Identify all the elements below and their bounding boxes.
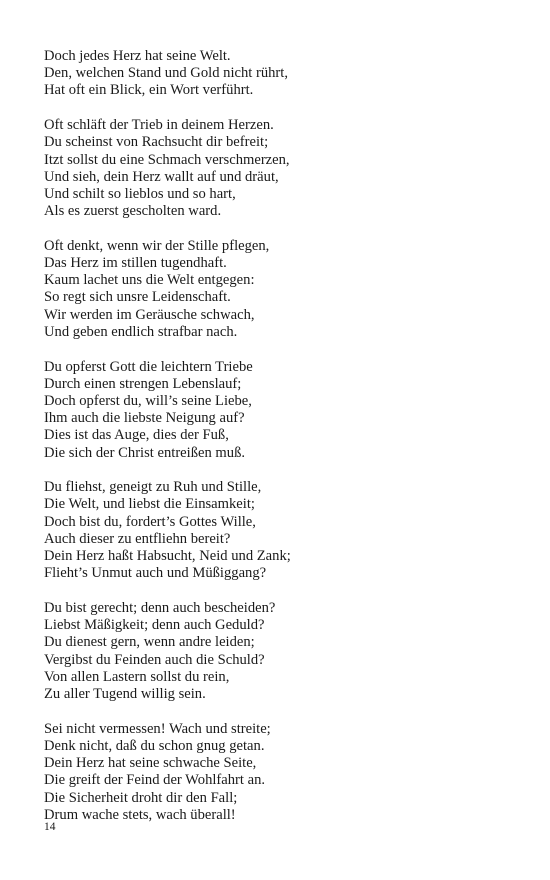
poem-line: Dies ist das Auge, dies der Fuß,	[44, 427, 229, 444]
poem-line: Flieht’s Unmut auch und Müßiggang?	[44, 565, 267, 582]
poem-line: Du opferst Gott die leichtern Triebe	[44, 358, 253, 375]
poem-line: Das Herz im stillen tugendhaft.	[44, 255, 227, 272]
poem-line: Oft denkt, wenn wir der Stille pflegen,	[44, 237, 270, 254]
poem-line: Itzt sollst du eine Schmach verschmerzen,	[44, 151, 290, 168]
poem-line: Von allen Lastern sollst du rein,	[44, 668, 230, 685]
poem-line: Dein Herz haßt Habsucht, Neid und Zank;	[44, 548, 291, 565]
poem-line: Drum wache stets, wach überall!	[44, 806, 236, 823]
stanza	[44, 721, 514, 824]
poem-line: Du bist gerecht; denn auch bescheiden?	[44, 599, 276, 616]
poem-line: Doch bist du, fordert’s Gottes Wille,	[44, 513, 256, 530]
poem-line: Vergibst du Feinden auch die Schuld?	[44, 651, 265, 668]
poem-line: Die sich der Christ entreißen muß.	[44, 444, 246, 461]
stanza	[44, 117, 514, 220]
poem-line: Du scheinst von Rachsucht dir befreit;	[44, 134, 269, 151]
poem-line: Den, welchen Stand und Gold nicht rührt,	[44, 65, 288, 82]
poem-text	[44, 48, 514, 841]
poem-line: Kaum lachet uns die Welt entgegen:	[44, 272, 255, 289]
poem-line: Du dienest gern, wenn andre leiden;	[44, 634, 255, 651]
poem-line: So regt sich unsre Leidenschaft.	[44, 289, 231, 306]
poem-line: Liebst Mäßigkeit; denn auch Geduld?	[44, 617, 265, 634]
page-number: 14	[44, 821, 56, 833]
poem-line: Denk nicht, daß du schon gnug getan.	[44, 737, 265, 754]
stanza	[44, 238, 514, 341]
stanza	[44, 48, 514, 100]
poem-line: Hat oft ein Blick, ein Wort verführt.	[44, 82, 254, 99]
poem-line: Durch einen strengen Lebenslauf;	[44, 375, 242, 392]
poem-line: Als es zuerst gescholten ward.	[44, 203, 222, 220]
poem-line: Doch jedes Herz hat seine Welt.	[44, 48, 231, 64]
poem-line: Auch dieser zu entfliehn bereit?	[44, 530, 231, 547]
stanza	[44, 479, 514, 582]
poem-line: Ihm auch die liebste Neigung auf?	[44, 410, 245, 427]
poem-line: Zu aller Tugend willig sein.	[44, 686, 206, 702]
poem-line: Die Welt, und liebst die Einsamkeit;	[44, 496, 255, 513]
stanza	[44, 359, 514, 462]
poem-line: Doch opferst du, will’s seine Liebe,	[44, 392, 252, 409]
poem-line: Die Sicherheit droht dir den Fall;	[44, 789, 238, 806]
poem-line: Oft schläft der Trieb in deinem Herzen.	[44, 117, 274, 134]
poem-line: Und schilt so lieblos und so hart,	[44, 185, 236, 202]
poem-line: Sei nicht vermessen! Wach und streite;	[44, 720, 271, 737]
poem-line: Die greift der Feind der Wohlfahrt an.	[44, 772, 266, 789]
poem-line: Dein Herz hat seine schwache Seite,	[44, 755, 257, 772]
poem-line: Wir werden im Geräusche schwach,	[44, 306, 255, 323]
poem-line: Du fliehst, geneigt zu Ruh und Stille,	[44, 479, 262, 496]
stanza	[44, 600, 514, 703]
poem-line: Und sieh, dein Herz wallt auf und dräut,	[44, 168, 279, 185]
poem-line: Und geben endlich strafbar nach.	[44, 323, 238, 340]
